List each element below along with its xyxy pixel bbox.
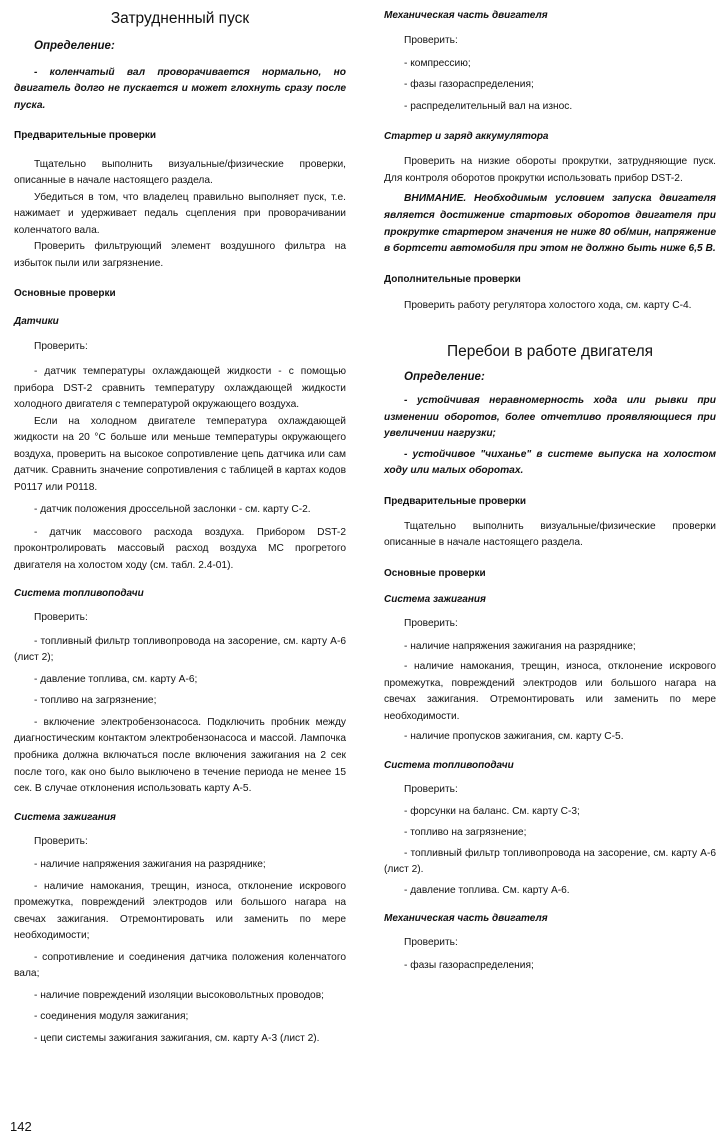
check-label: Проверить:	[34, 612, 88, 624]
mechanical-heading: Механическая часть двигателя	[384, 10, 548, 21]
ignition-system-heading: Система зажигания	[384, 593, 486, 605]
mechanical-item: - фазы газораспределения;	[404, 959, 534, 971]
starter-battery-heading: Стартер и заряд аккумулятора	[384, 131, 549, 143]
mechanical-item: - фазы газораспределения;	[404, 79, 534, 91]
right-column	[384, 0, 716, 974]
preliminary-paragraph-2: Убедиться в том, что владелец правильно выполняет пуск, т.е. нажимает и удерживает педаль сцепления при проворачивании коленчатого вала.	[14, 191, 346, 236]
preliminary-paragraph: Тщательно выполнить визуальные/физические проверки описанные в начале настоящего раздела.	[384, 520, 716, 549]
ignition-item: - сопротивление и соединения датчика положения коленчатого вала;	[14, 951, 346, 980]
main-checks-heading: Основные проверки	[384, 567, 486, 579]
check-label: Проверить:	[34, 341, 88, 353]
section-title-misfire: Перебои в работе двигателя	[446, 343, 654, 361]
ignition-item: - наличие намокания, трещин, износа, отклонение искрового промежутка, повреждений электродов или большого нагара на свечах зажигания. Отремонтировать или заменить по мере необходимости;	[14, 880, 346, 942]
section-title-hard-start: Затрудненный пуск	[110, 10, 250, 27]
check-label: Проверить:	[404, 618, 458, 630]
fuel-item: - форсунки на баланс. См. карту С-3;	[404, 806, 580, 818]
definition-item: - устойчивое "чиханье" в системе выпуска на холостом ходу или малых оборотах.	[384, 448, 716, 477]
fuel-item: - включение электробензонасоса. Подключить пробник между диагностическим контактом электробензонасоса и массой. Лампочка пробника должна включаться после включения зажигания на 2 сек после того, как оно было выключено в течение периода не менее 15 сек. В случае отклонения использовать карту А-5.	[14, 716, 346, 795]
definition-item: - устойчивая неравномерность хода или рывки при изменении оборотов, более отчетливо проявляющиеся при увеличении нагрузки;	[384, 395, 716, 440]
extra-checks-paragraph: Проверить работу регулятора холостого хода, см. карту С-4.	[404, 299, 692, 311]
mechanical-item: - компрессию;	[404, 57, 471, 69]
fuel-item: - давление топлива. См. карту А-6.	[404, 884, 570, 896]
check-label: Проверить:	[404, 937, 458, 949]
definition-label: Определение:	[404, 371, 485, 384]
ignition-item: - цепи системы зажигания зажигания, см. карту А-3 (лист 2).	[34, 1032, 320, 1044]
sensor-item: - датчик массового расхода воздуха. Прибором DST-2 проконтролировать массовый расход воздуха МС прогретого двигателя на холостом ходу (см. табл. 2.4-01).	[14, 526, 346, 571]
ignition-item: - наличие напряжения зажигания на разряднике;	[404, 640, 636, 652]
starter-paragraph: Проверить на низкие обороты прокрутки, затрудняющие пуск. Для контроля оборотов прокрутки использовать прибор DST-2.	[384, 156, 716, 184]
left-column	[14, 0, 346, 1047]
preliminary-checks-heading: Предварительные проверки	[14, 130, 157, 142]
check-label: Проверить:	[404, 783, 458, 795]
ignition-item: - наличие пропусков зажигания, см. карту С-5.	[404, 731, 624, 743]
definition-text: - коленчатый вал проворачивается нормально, но двигатель долго не пускается и может глохнуть сразу после пуска.	[14, 66, 346, 111]
fuel-item: - топливный фильтр топливопровода на засорение, см. карту А-6 (лист 2).	[384, 847, 716, 876]
preliminary-checks-heading: Предварительные проверки	[384, 495, 527, 507]
sensor-item: - датчик положения дроссельной заслонки - см. карту С-2.	[34, 504, 311, 516]
main-checks-heading: Основные проверки	[14, 288, 116, 300]
ignition-item: - наличие повреждений изоляции высоковольтных проводов;	[34, 989, 324, 1001]
ignition-item: - наличие намокания, трещин, износа, отклонение искрового промежутка, повреждений электродов или большого нагара на свечах зажигания. Отремонтировать или заменить по мере необходимости.	[384, 661, 716, 722]
fuel-item: - топливо на загрязнение;	[34, 695, 157, 707]
fuel-item: - давление топлива, см. карту А-6;	[34, 673, 198, 685]
sensor-item: Если на холодном двигателе температура охлаждающей жидкости на 20 °С больше или меньше температуры окружающего воздуха, проверить на высокое сопротивление цепь датчика или сам датчик. Сравнить значение сопротивления с таблицей в картах кодов Р0117 или Р0118.	[14, 415, 346, 493]
extra-checks-heading: Дополнительные проверки	[384, 273, 521, 285]
ignition-item: - соединения модуля зажигания;	[34, 1011, 189, 1023]
preliminary-paragraph-3: Проверить фильтрующий элемент воздушного фильтра на избыток пыли или загрязнение.	[14, 241, 346, 269]
sensors-heading: Датчики	[14, 316, 59, 328]
mechanical-heading-2: Механическая часть двигателя	[384, 913, 548, 925]
fuel-system-heading: Система топливоподачи	[14, 588, 144, 600]
fuel-system-heading: Система топливоподачи	[384, 759, 514, 771]
ignition-item: - наличие напряжения зажигания на разряднике;	[34, 859, 266, 871]
check-label: Проверить:	[404, 35, 458, 47]
mechanical-item: - распределительный вал на износ.	[404, 100, 573, 112]
preliminary-paragraph-1: Тщательно выполнить визуальные/физические проверки, описанные в начале настоящего раздела.	[14, 158, 346, 187]
check-label: Проверить:	[34, 835, 88, 847]
warning-text: ВНИМАНИЕ. Необходимым условием запуска двигателя является достижение стартовых оборотов двигателя при прокрутке стартером значения не ниже 80 об/мин, напряжение в бортсети автомобиля при этом не должно быть ниже 6,5 В.	[384, 193, 716, 255]
fuel-item: - топливный фильтр топливопровода на засорение, см. карту А-6 (лист 2);	[14, 635, 346, 664]
fuel-item: - топливо на загрязнение;	[404, 827, 527, 838]
definition-label: Определение:	[34, 40, 115, 53]
ignition-system-heading: Система зажигания	[14, 811, 116, 823]
sensor-item: - датчик температуры охлаждающей жидкости - с помощью прибора DST-2 сравнить температуру охлаждающей жидкости холодного двигателя с температурой окружающего воздуха.	[14, 366, 346, 411]
page-number: 142	[10, 1119, 32, 1134]
